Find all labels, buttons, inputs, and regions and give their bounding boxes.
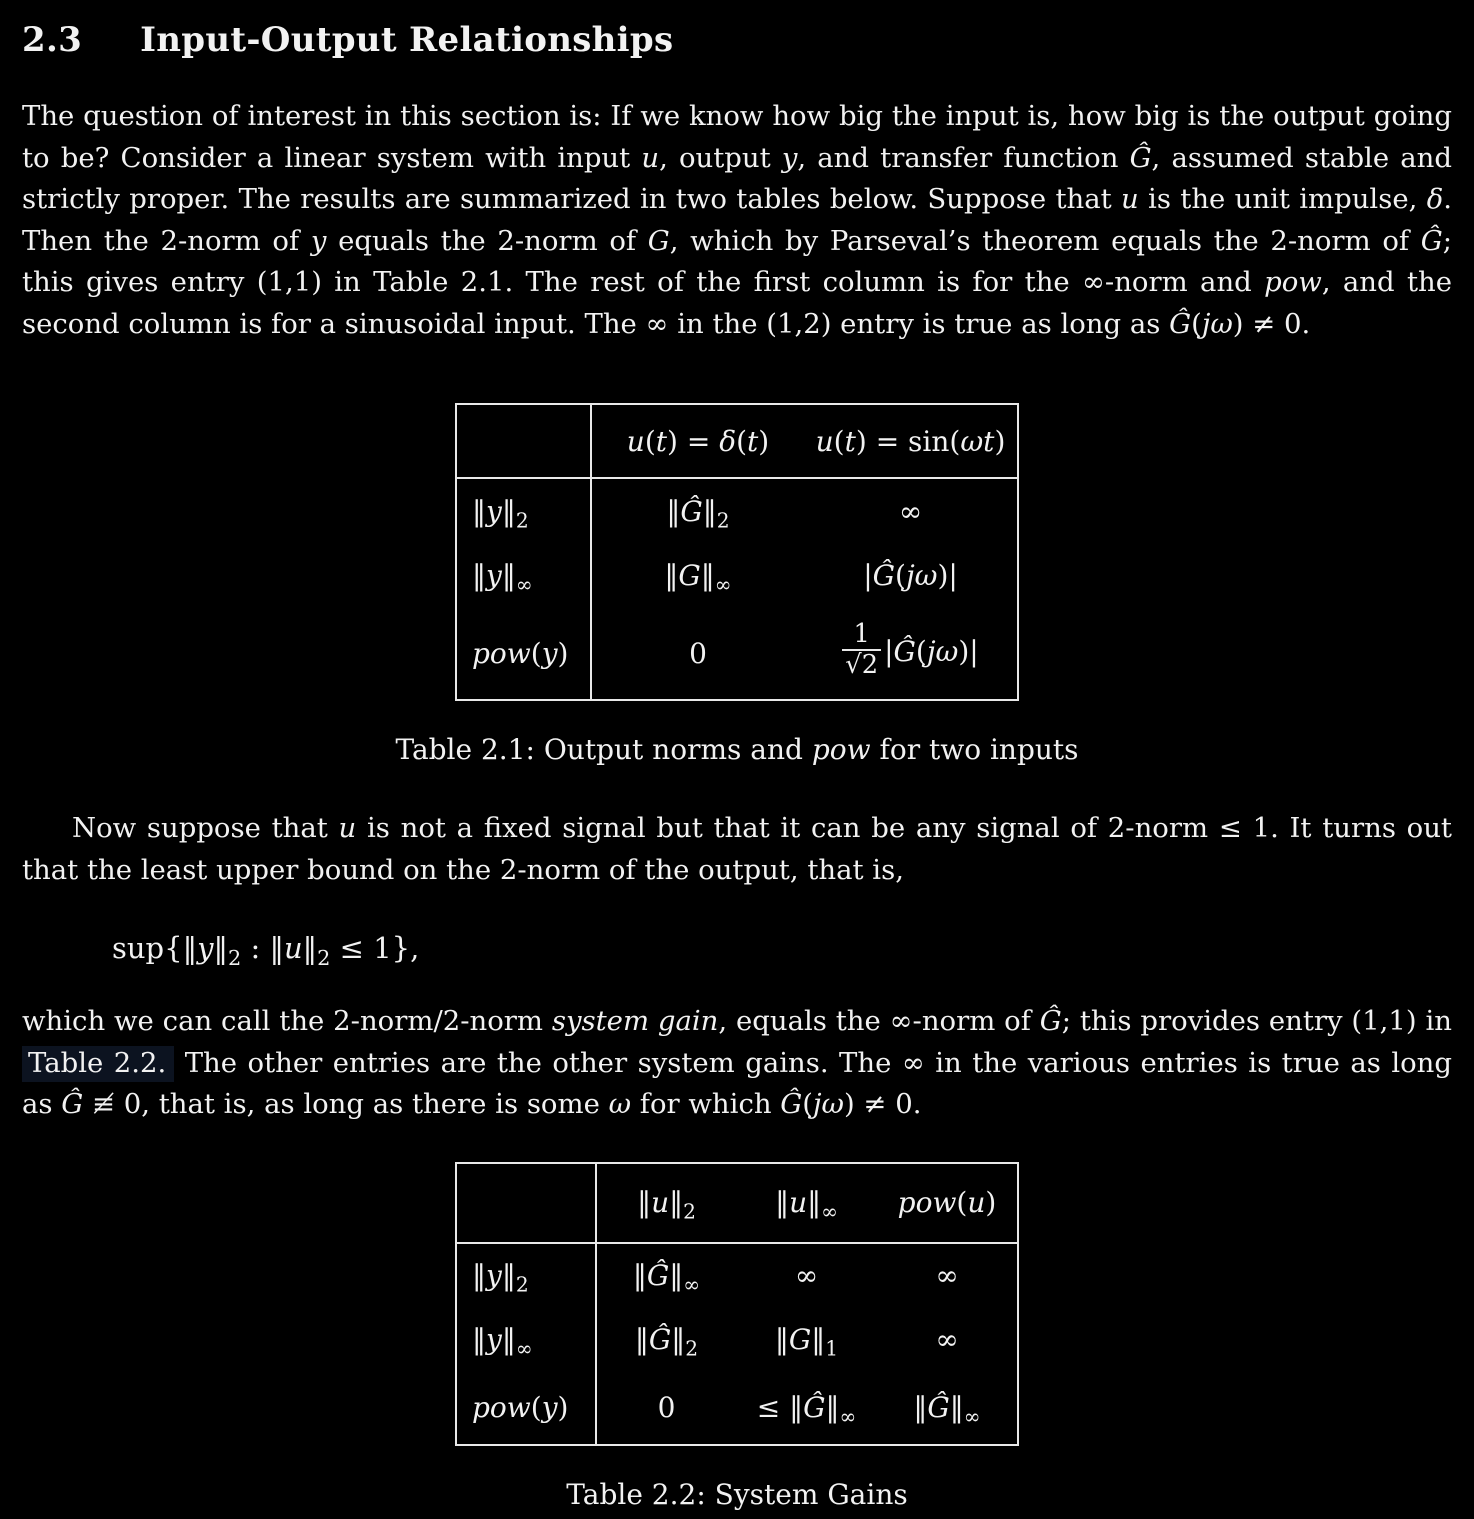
table-header-cell: $‖u‖_2$ <box>596 1163 736 1243</box>
table-2-2 <box>455 1162 1019 1446</box>
row-label-cell: $‖y‖_2$ <box>456 478 591 543</box>
table-2-2-container <box>22 1162 1452 1446</box>
table-cell: ∞ <box>935 1323 959 1356</box>
table-cell: $‖G‖_1$ <box>774 1323 839 1361</box>
table-header-cell <box>456 404 591 478</box>
table-row <box>456 404 1018 478</box>
row-label-cell: pow(y) <box>456 607 591 700</box>
paragraph-sup: Now suppose that u is not a fixed signal but that it can be any signal of 2-norm ≤ 1. It turns out that the least upper bound on the 2-norm of the output, that is, <box>22 812 1452 886</box>
section-heading <box>22 18 1452 62</box>
table-cell: $‖G‖_\infty$ <box>664 558 732 597</box>
sup-formula: $sup\{‖y‖_2$ : $‖u‖_2 \le 1$}, <box>112 931 420 970</box>
table-row <box>456 607 1018 700</box>
table-cell: $‖Ĝ‖_\infty$ <box>913 1391 981 1429</box>
table-cell: |Ĝ(jω)| <box>863 558 958 592</box>
table-row <box>456 478 1018 543</box>
section-number: 2.3 <box>22 20 83 60</box>
table-cell: $‖Ĝ‖_2$ <box>634 1323 699 1361</box>
table-row <box>456 1163 1018 1243</box>
row-label-cell: $‖y‖_\infty$ <box>456 1308 596 1372</box>
table-cell: ≤ $‖Ĝ‖_\infty$ <box>756 1391 857 1429</box>
table-header-cell: $‖u‖_\infty$ <box>736 1163 877 1243</box>
table-2-1-container <box>22 403 1452 701</box>
table-cell: $\frac{1}{√2}$ |Ĝ(jω)| <box>804 607 1018 700</box>
table-cell: $‖Ĝ‖_\infty$ <box>632 1259 701 1297</box>
row-label-cell: pow(y) <box>456 1372 596 1445</box>
table-header-cell: u(t) = δ(t) <box>591 404 804 478</box>
table-cell: 0 <box>689 636 707 670</box>
table-row <box>456 1372 1018 1445</box>
paragraph-gains: which we can call the 2-norm/2-norm system gain, equals the ∞-norm of Ĝ; this provides entry (1,1) in Table 2.2. The other entries are the other system gains. The ∞ in the various entries is true as long as Ĝ ≢ 0, that is, as long as there is some ω for which Ĝ(jω) ≠ 0. <box>22 1005 1452 1120</box>
table-cell: ∞ <box>898 494 923 528</box>
row-label-cell: $‖y‖_\infty$ <box>456 543 591 607</box>
table-cell: 0 <box>657 1391 676 1424</box>
table-header-cell <box>456 1163 596 1243</box>
table-2-2-link[interactable]: Table 2.2. <box>22 1046 174 1082</box>
row-label-cell: $‖y‖_2$ <box>456 1243 596 1308</box>
table-cell: ∞ <box>794 1259 819 1292</box>
table-2-1 <box>455 403 1019 701</box>
table-row <box>456 1243 1018 1308</box>
table-header-cell: u(t) = sin(ωt) <box>804 404 1018 478</box>
table-2-1-caption: Table 2.1: Output norms and pow for two inputs <box>395 733 1079 766</box>
table-header-cell: pow(u) <box>877 1163 1018 1243</box>
table-row <box>456 543 1018 607</box>
table-cell: $‖Ĝ‖_2$ <box>666 494 730 533</box>
table-row <box>456 1308 1018 1372</box>
table-cell: ∞ <box>935 1259 959 1292</box>
section-title: Input-Output Relationships <box>140 20 674 60</box>
paragraph-intro: The question of interest in this section is: If we know how big the input is, how big is the output going to be? Consider a linear system with input u, output y, and transfer function Ĝ, assumed stable and strictly proper. The results are summarized in two tables below. Suppose that u is the unit impulse, δ. Then the 2-norm of y equals the 2-norm of G, which by Parseval’s theorem equals the 2-norm of Ĝ; this gives entry (1,1) in Table 2.1. The rest of the first column is for the ∞-norm and pow, and the second column is for a sinusoidal input. The ∞ in the (1,2) entry is true as long as Ĝ(jω) ≠ 0. <box>22 100 1452 340</box>
table-2-2-caption: Table 2.2: System Gains <box>566 1477 908 1511</box>
